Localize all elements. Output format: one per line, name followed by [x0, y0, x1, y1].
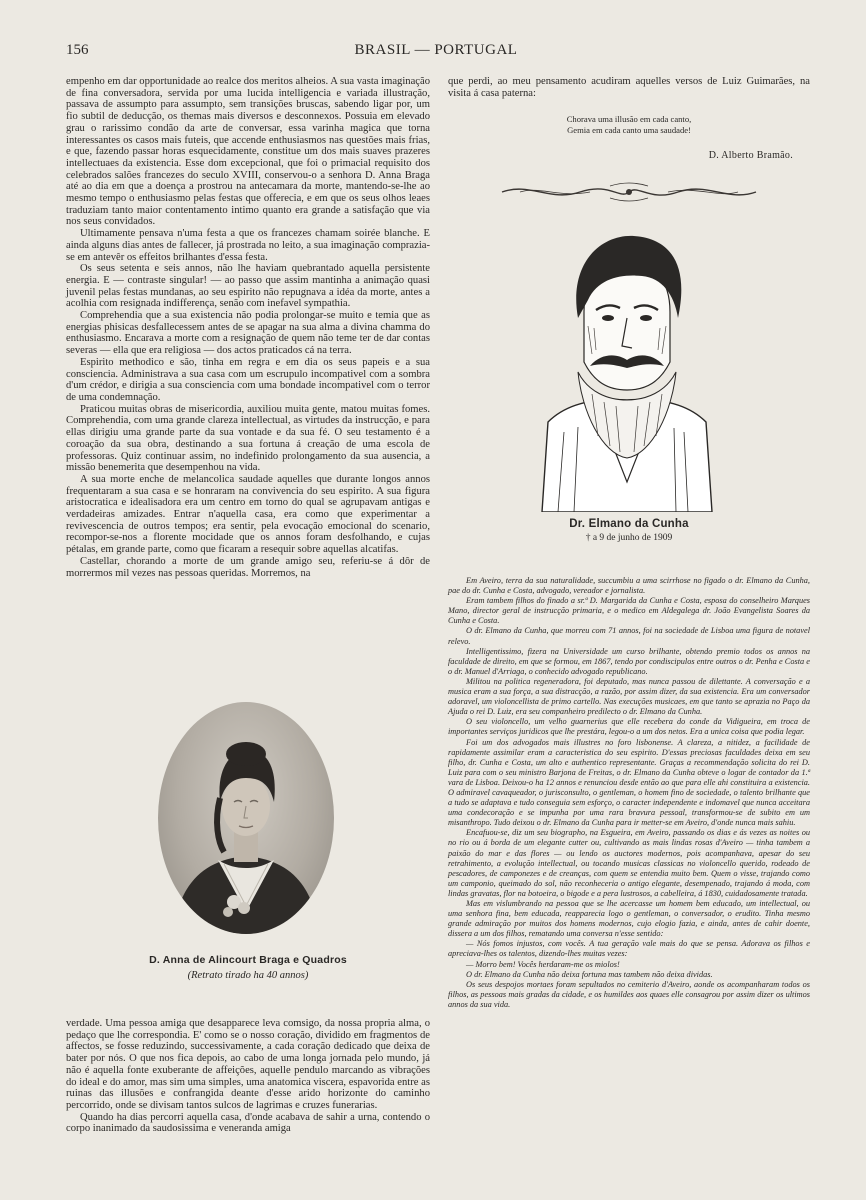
poem-line: Chorava uma illusão em cada canto, — [566, 114, 692, 124]
paragraph: Castellar, chorando a morte de um grande amigo seu, referiu-se á dôr de morrermos mil vezes nas pessoas queridas. Morremos, na — [66, 555, 430, 579]
left-column-text-bottom — [66, 1018, 430, 1135]
paragraph: Mas em vislumbrando na pessoa que se lhe acercasse um homem bem educado, um intellectual, ou uma senhora fina, bem educada, reapparecia logo o gentleman, o conversador, o erudito. Tinha mesmo grande admiração por muitos dos homens modernos, cujo elogio fazia, e ainda, antes de cahir doente, dissera a um dos filhos, rematando uma conversa n'esse sentido: — [448, 899, 810, 939]
paragraph: — Morro bem! Vocês herdaram-me os miolos! — [466, 959, 620, 969]
right-portrait-caption — [448, 518, 810, 543]
paragraph: Encafuou-se, diz um seu biographo, na Esgueira, em Aveiro, passando os dias e ás vezes as noites ou no rio ou á borda de um elegante cutter ou, cultivando as mais lindas rosas d'Aveiro — tinha tambem a paixão do mar e das flores — ou lendo os auctores modernos, pois acompanhava, apesar do seu retrahimento, a evolução intellectual, ou tocando musicas classicas no violoncello querido, rodeado de pescadores, de camponezes e de creanças, com quem se entendia muito bem. Quem o visse, trajando como um camponio, queimado do sol, não reconheceria o antigo elegante, desempenado, trajando á moda, com lindas gravatas, flor na botoeira, o bigode e a pera lustrosos, a cabelleira, á 1830, cuidadosamente tratada. — [448, 828, 810, 898]
paragraph: Praticou muitas obras de misericordia, auxiliou muita gente, matou muitas fomes. Comprehendia, com uma grande clareza intellectual, as virtudes da instrucção, e para ellas dirigiu uma grande parte da sua vontade e da sua fé. O seu testamento é a coroação da sua obra, destinando a sua fortuna á creação de uma escola de professoras. Quiz continuar assim, no indefinido prolongamento da sua ausencia, a missão benemerita que desempenhou na vida. — [66, 403, 430, 474]
paragraph: Militou na politica regeneradora, foi deputado, mas nunca passou de dilettante. A conversação e a musica eram a sua força, a sua distracção, a razão, por assim dizer, da sua existencia. Era um conversador adoravel, um violoncellista de primo cartello. Nas execuções musicaes, em que tanto se aprazia no Paço da Ajuda o rei D. Luiz, era seu companheiro predilecto o dr. Elmano da Cunha. — [448, 676, 810, 717]
caption-name: D. Anna de Alincourt Braga e Quadros — [149, 954, 347, 966]
woman-portrait-figure — [158, 702, 334, 934]
paragraph: Os seus setenta e seis annos, não lhe haviam quebrantado aquella persistente energia. E — contraste singular! — ao passo que assim mantinha a animação quasi juvenil pelas festas mundanas, ao seu espirito não repugnava a idéa da morte, antes a acolhia com resignada indifferença, senão com inefavel sympathia. — [66, 263, 430, 310]
caption-date: † a 9 de junho de 1909 — [585, 533, 673, 543]
poem-quote — [448, 114, 810, 136]
poem-line: Gemia em cada canto uma saudade! — [567, 125, 691, 135]
paragraph: Ultimamente pensava n'uma festa a que os francezes chamam soirée blanche. E ainda alguns dias antes de fallecer, já prostrada no leito, a sua imaginação comprazia-se em antevêr os effeitos brilhantes d'essa festa. — [66, 228, 430, 263]
paragraph: verdade. Uma pessoa amiga que desapparece leva comsigo, da nossa propria alma, o pedaço que lhe correspondia. E' como se o nosso coração, dividido em fragmentos de affectos, se fosse reduzindo, successivamente, a cada coração dedicado que deixa de bater por nós. O que nos fica depois, ao cabo de uma longa jornada pelo mundo, já não é aquella fonte exuberante de affeições, aquelle pendulo marcando as vibrações do ideal e do amor, mas sim uma simples, uma anatomica viscera, espavorida entre as ruinas das illusões e confrangida deante d'esse arido horizonte do caminho percorrido, onde se divisam tantos sulcos de lagrimas e cruzes funerarias. — [66, 1018, 430, 1111]
author-signature: D. Alberto Bramão. — [708, 150, 793, 161]
portrait-photo-oval — [158, 702, 334, 934]
caption-subtitle: (Retrato tirado ha 40 annos) — [187, 970, 309, 981]
paragraph: A sua morte enche de melancolica saudade aquelles que durante longos annos frequentaram a sua casa e se honraram na convivencia do seu espirito. A sua figura aristocratica e idealisadora era um centro em torno do qual se agrupavam antigas e verdadeiras amizades. Entrar n'aquella casa, era como que experimentar a revivescencia de outros tempos; era sentir, pela evocação emocional do scenario, recompor-se-nos a florente mocidade que os annos foram desfolhando, e cujas pétalas, em grande parte, como que ficaram a resequir sobre aquellas alcatifas. — [66, 473, 430, 556]
paragraph: Foi um dos advogados mais illustres no foro lisbonense. A clareza, a nitidez, a facilidade de rapidamente assimilar eram a caracteristica do seu espirito. D'essas preciosas faculdades deixa em seu filho, dr. Cunha e Costa, um alto e authentico representante. Graças a recommendação solicita do rei D. Luiz para com o seu ministro Barjona de Freitas, o dr. Elmano da Cunha obteve o logar de contador da 1.ª vara de Lisboa. Deixou-o ha 12 annos e renunciou desde então ao que para elle ahi constituira a existencia. O admiravel cavaqueador, o jurisconsulto, o gentleman, o homem fino de sociedade, o talento brilhante que a tudo se adaptava e tudo conseguia sem esforço, o caracter independente e indomavel que nunca acceitara uma condecoração e se impunha por uma rara bravura pessoal, transformou-se de subito em um misanthropo. Tudo deixou o dr. Elmano da Cunha para ir metter-se em Aveiro, d'onde nunca mais sahiu. — [448, 737, 810, 828]
paragraph: que perdi, ao meu pensamento acudiram aquelles versos de Luiz Guimarães, na visita á casa paterna: — [448, 76, 810, 99]
paragraph: Quando ha dias percorri aquella casa, d'onde acabava de sahir a urna, contendo o corpo inanimado da saudosissima e veneranda amiga — [66, 1111, 430, 1135]
caption-name: Dr. Elmano da Cunha — [569, 518, 689, 530]
page-header — [66, 42, 806, 62]
ornament-divider — [500, 180, 758, 204]
paragraph: Intelligentissimo, fizera na Universidade um curso brilhante, obtendo premio todos os annos na faculdade de direito, em que se formou, em 1867, tendo por condiscipulos entre outros o dr. Penha e Costa e o dr. Manuel d'Arriaga, o conhecido advogado republicano. — [448, 646, 810, 676]
paragraph: Espirito methodico e são, tinha em regra e em dia os seus papeis e a sua consciencia. Administrava a sua casa com um escrupulo incompativel com a sombra d'um crédor, e dirigia a sua consciencia com uma bondade incompativel com o terror de uma condemnação. — [66, 356, 430, 403]
paragraph: O dr. Elmano da Cunha não deixa fortuna mas tambem não deixa dividas. — [466, 969, 713, 979]
man-portrait-engraving — [538, 222, 716, 512]
paragraph: O dr. Elmano da Cunha, que morreu com 71 annos, foi na sociedade de Lisboa uma figura de notavel relevo. — [448, 626, 810, 646]
paragraph: — Nós fomos injustos, com vocês. A tua geração vale mais do que se pensa. Adorava os filhos e apreciava-lhes os talentos, dizendo-lhes muitas vezes: — [448, 939, 810, 959]
paragraph: Os seus despojos mortaes foram sepultados no cemiterio d'Aveiro, aonde os acompanharam todos os filhos, as pessoas mais gradas da cidade, e os humildes aos quaes elle consagrou por assim dizer os ultimos annos da sua vida. — [448, 979, 810, 1009]
right-column-intro — [448, 76, 810, 99]
paragraph: O seu violoncello, um velho guarnerius que elle recebera do conde da Vidigueira, em troca de importantes serviços juridicos que lhe prestára, legou-o a um dos netos. Era a unica coisa que podia legar. — [448, 717, 810, 737]
obituary-text — [448, 576, 810, 1010]
page-number: 156 — [66, 42, 89, 58]
left-column-text — [66, 76, 430, 579]
paragraph: Eram tambem filhos do finado a sr.ª D. Margarida da Cunha e Costa, esposa do conselheiro Marques Mano, director geral de instrucção primaria, e o medico em Aldegalega dr. João Evangelista Soares da Cunha e Costa. — [448, 596, 810, 626]
running-title: BRASIL — PORTUGAL — [354, 42, 518, 58]
paragraph: empenho em dar opportunidade ao realce dos meritos alheios. A sua vasta imaginação de fina conversadora, servida por uma lucida intelligencia e variada illustração, passava de assumpto para assumpto, sem transições bruscas, sabendo ligar por, um fio subtil de deducção, os themas mais diversos e desconnexos. Possuia em elevado grau o rarissimo condão da arte de conversar, essa varinha magica que torna interessantes os casos mais futeis, que accende enthusiasmos nas questões mais frias, e que, fazendo passar horas esquecidamente, constitue um dos mais suaves prazeres intellectuaes da existencia. Esse dom excepcional, que foi o primacial requisito dos celebrados salões francezes do seculo XVIII, conservou-o a senhora D. Anna Braga até ao dia em que a doença a prostrou na antecamara da morte, mantendo-se-lhe ao mesmo tempo o enthusiasmo pelas festas que offerecia, e em que os seus olhos leaes traduziam tanto maior contentamento intimo quanto era grande a satisfação que via nos seus convidados. — [66, 76, 430, 228]
left-portrait-caption — [66, 954, 430, 981]
paragraph: Comprehendia que a sua existencia não podia prolongar-se muito e temia que as energias phisicas desfallecessem antes de se apagar na sua alma a divina chamma do enthusiasmo. Encarava a morte com a resignação de quem não teme ter de dar contas severas — ella que era religiosa — dos actos praticados cá na terra. — [66, 310, 430, 357]
paragraph: Em Aveiro, terra da sua naturalidade, succumbiu a uma scirrhose no figado o dr. Elmano da Cunha, pae do dr. Cunha e Costa, advogado, vereador e jornalista. — [448, 576, 810, 596]
